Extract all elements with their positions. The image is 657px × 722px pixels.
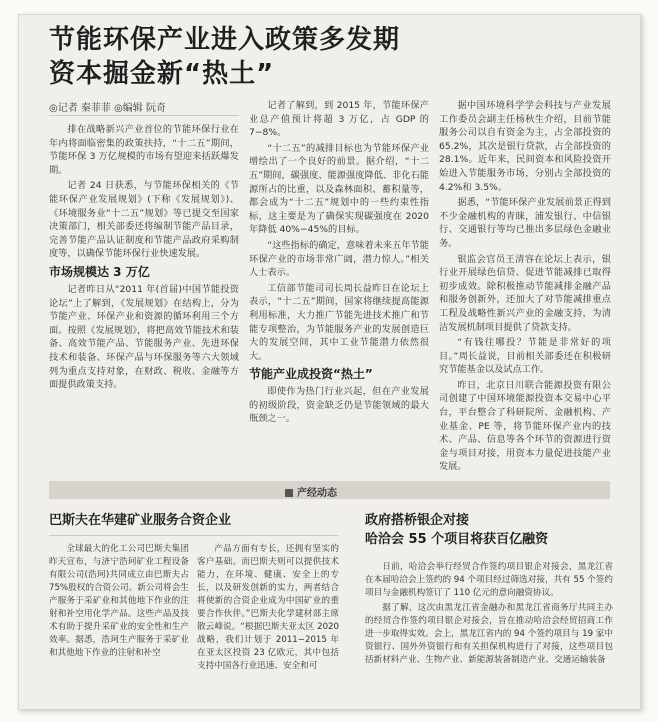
story-1-column-b	[197, 543, 339, 703]
paragraph: 记者昨日从“2011 年(首届)中国节能投资论坛”上了解到，《发展规划》在结构上，分为节能产业、环保产业和资源的循环利用三个方面。按照《发展规划》，将把高效节能技术和装备、高效节能产品、节能服务产业、先进环保技术和装备、环保产品与环保服务等六大领域列为重点支持对象，在财政、税收、金融等方面提供政策支持。	[49, 283, 239, 391]
story-1-title: 巴斯夫在华建矿业服务合资企业	[49, 513, 232, 528]
subheading: 市场规模达 3 万亿	[49, 264, 150, 279]
byline: ◎记者 秦菲菲 ◎编辑 阮奇	[49, 103, 166, 114]
section-banner-label: 产经动态	[285, 484, 337, 499]
headline	[49, 23, 400, 91]
headline-line-1: 节能环保产业进入政策多发期	[49, 25, 401, 55]
story-2-title-line-2: 哈洽会 55 个项目将获百亿融资	[365, 532, 549, 547]
section-banner	[49, 481, 610, 499]
paragraph: “这些指标的确定，意味着未来五年节能环保产业的市场非常广阔，潜力惊人。”相关人士表示。	[249, 239, 429, 279]
paragraph: 产品方面有专长，还拥有坚实的客户基础。而巴斯夫则可以提供技术能力，在环境、健康、安全上的专长，以及研发创新的实力，两者结合将使新的合资企业成为中国矿业的重要合作伙伴。”巴斯夫化学建材部主席散云峰说。“根据巴斯夫亚太区 2020 战略，我们计划于 2011−2015 年在亚太区投资 23 亿欧元，其中包括支持中国各行业迅速、安全和可	[197, 544, 339, 671]
article-column-3	[439, 99, 611, 476]
paragraph: “有钱往哪投？节能是非常好的项目。”周长益说，目前相关部委还在积极研究节能基金以及试点工作。	[439, 337, 611, 376]
paragraph: 据悉，“节能环保产业发展前景正得到不少金融机构的青睐，浦发银行、中信银行、交通银行等均已推出多层绿色金融业务。	[439, 197, 611, 249]
paragraph: 昨日，北京日川联合能源投资有限公司创建了中国环境能源投资本交易中心平台，平台整合了科研院所、金融机构、产业基金、PE 等，将节能环保产业内的技术、产品、信息等各个环节的资源进行资金与项目对接，用资本力量促进技能产业发展。	[439, 379, 611, 473]
paragraph: 排在战略新兴产业首位的节能环保行业在年内将面临密集的政策扶持，“十二五”期间，节能环保 3 万亿规模的市场有望迎来括跃爆发期。	[49, 124, 239, 176]
paragraph: 记者了解到，到 2015 年，节能环保产业总产值预计将超 3 万亿，占 GDP 的 7−8%。	[249, 100, 429, 139]
story-1-rule	[49, 535, 339, 536]
paragraph: “十二五”的减排目标也为节能环保产业增绘出了一个良好的前景。据介绍，“十二五”期间，碳强度、能源强度降低、非化石能源所占的比重，以及森林面积、蓄积量等，都会成为“十二五”规划中的一些约束性指标，这主要是为了确保实现碳强度在 2020 年降低 40%−45%的目标。	[249, 142, 429, 236]
paragraph: 日前，哈洽会举行经贸合作签约项目银企对接会，黑龙江省在本届哈洽会上签约的 94 个项目经过筛选对接，共有 55 个签约项目与金融机构签订了 110 亿元的意向融资协议。	[365, 562, 613, 598]
headline-line-2: 资本掘金新“热土”	[49, 59, 275, 89]
square-bullet-icon	[285, 489, 293, 497]
paragraph: 工信部节能司司长周长益昨日在论坛上表示，“十二五”期间，国家将继续提高能源利用标准，大力推广节能先进技术推广和节能专项整治，为节能服务产业的发展创造巨大的发展空间，其中工业节能潜力依然很大。	[249, 282, 429, 362]
article-column-2	[249, 99, 429, 428]
byline-rule	[49, 115, 239, 116]
paragraph: 全球最大的化工公司巴斯夫集团昨天宣布，与济宁浩珂矿业工程设备有限公司(浩珂)共同成立由巴斯夫占 75%股权的合资公司。新公司将会生产服务于采矿业和其他地下作业的注射和补空用化学产品。这些产品及技术有助于提升采矿业的安全性和生产效率。据悉，浩珂生产服务于采矿业和其他地下作业的注射和补空	[49, 544, 189, 658]
story-1-column-a	[49, 543, 189, 703]
story-2-body	[365, 561, 613, 703]
article-column-1	[49, 123, 239, 394]
paragraph: 即使作为热门行业兴起，但在产业发展的初级阶段，资金缺乏仍是节能领域的最大瓶颈之一。	[249, 386, 429, 425]
subheading: 节能产业成投资“热土”	[249, 367, 373, 382]
newspaper-clipping	[18, 14, 641, 710]
story-2-title-line-1: 政府搭桥银企对接	[365, 513, 470, 528]
paragraph: 银监会官员王清容在论坛上表示，银行业开展绿色信贷、促进节能减排已取得初步成效。除积极推动节能减排金融产品和服务创新外，还加大了对节能减排重点工程及战略性新兴产业的金融支持，为清洁发展机制项目提供了贷款支持。	[439, 253, 611, 333]
paragraph: 记者 24 日获悉，与节能环保相关的《节能环保产业发展规划》(下称《发展规划》)、《环境服务业“十二五”规划》等已提交至国家决策部门，相关部委还将编制节能产品目录，完善节能产品认证制度和节能产品政府采购制度等，以确保节能环保行业快速发展。	[49, 180, 239, 260]
paragraph: 据了解，这次由黑龙江省金融办和黑龙江省商务厅共同主办的经贸合作签约项目银企对接会，旨在推动哈洽会经贸招商工作进一步取得实效。会上，黑龙江省内的 94 个签约项目与 19 家中资银行、国外外资银行和有关担保机构进行了对接，这些项目包括新材料产业、生物产业、新能源装备制造产业、交通运输装备	[365, 603, 613, 665]
story-2-title	[365, 511, 615, 549]
paragraph: 据中国环境科学学会科技与产业发展工作委员会副主任杨秋生介绍，目前节能服务公司以自有资金为主，占全部投资的 65.2%，其次是银行贷款，占全部投资的 28.1%。近年来，民间资本和风险投资开始进入节能服务市场，分别占全部投资的 4.2%和 3.5%。	[439, 100, 611, 193]
